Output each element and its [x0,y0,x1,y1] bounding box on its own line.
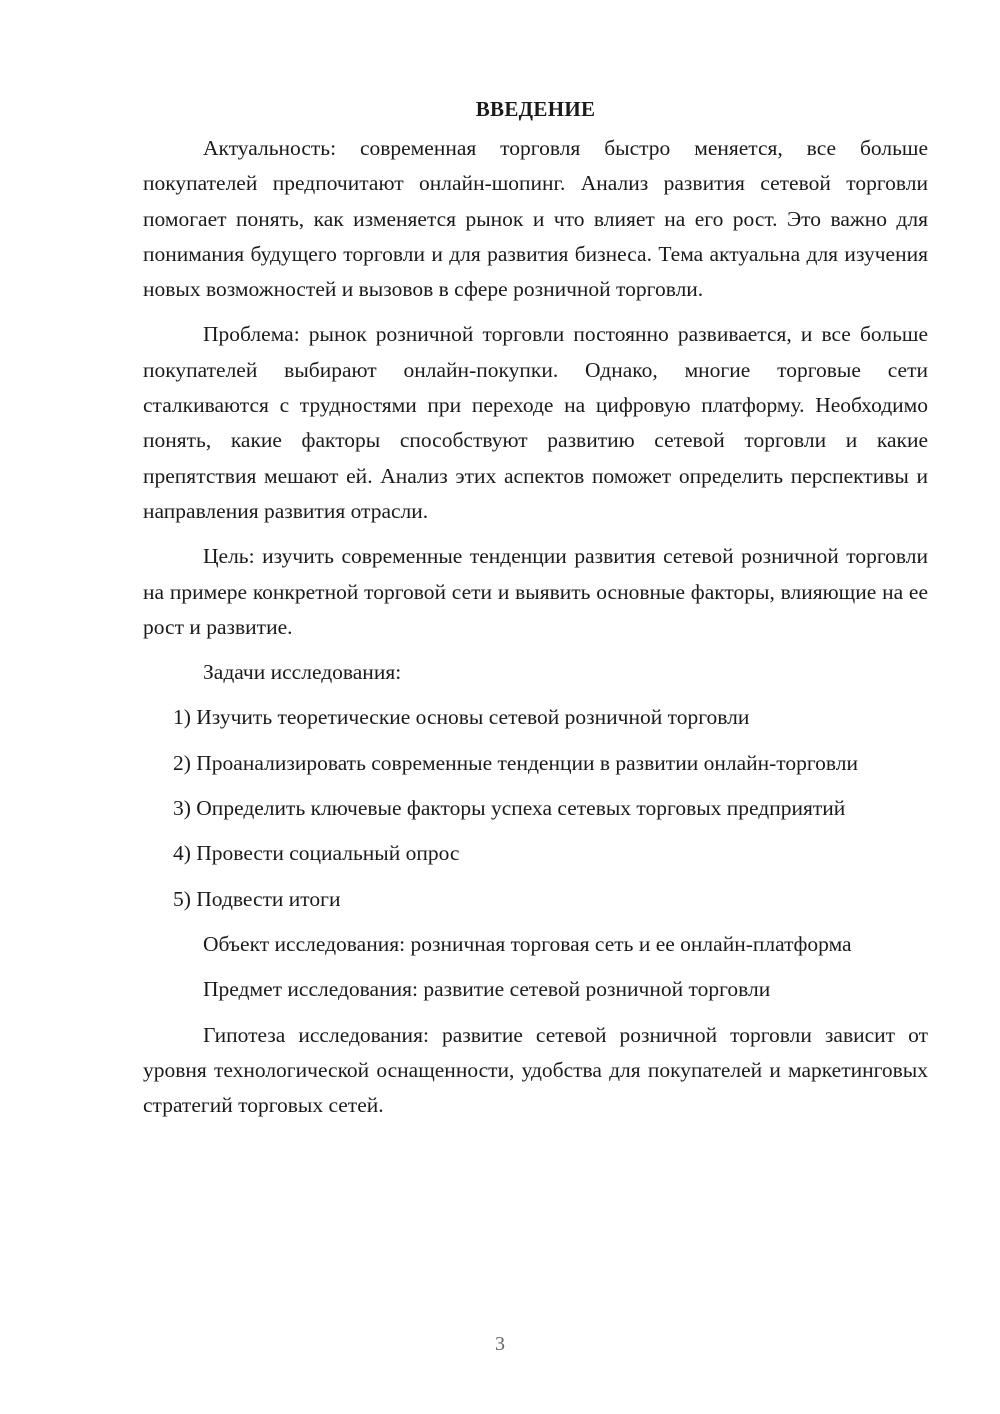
page-number: 3 [495,1333,505,1355]
document-page [143,92,928,1133]
list-item: 4) Провести социальный опрос [173,841,460,866]
list-item: 3) Определить ключевые факторы успеха сетевых торговых предприятий [173,796,846,821]
tasks-heading: Задачи исследования: [203,660,402,685]
list-item: 2) Проанализировать современные тенденции в развитии онлайн-торговли [173,750,859,775]
list-item: 5) Подвести итоги [173,886,341,911]
goal-paragraph: Цель: изучить современные тенденции развития сетевой розничной торговли на примере конкретной торговой сети и выявить основные факторы, влияющие на ее рост и развитие. [143,544,928,639]
hypothesis-paragraph: Гипотеза исследования: развитие сетевой розничной торговли зависит от уровня технологической оснащенности, удобства для покупателей и маркетинговых стратегий торговых сетей. [143,1022,928,1118]
object-paragraph: Объект исследования: розничная торговая сеть и ее онлайн-платформа [203,931,852,956]
page-title: ВВЕДЕНИЕ [475,97,596,121]
subject-paragraph: Предмет исследования: развитие сетевой розничной торговли [203,977,771,1002]
list-item: 1) Изучить теоретические основы сетевой розничной торговли [173,705,750,730]
relevance-paragraph: Актуальность: современная торговля быстро меняется, все больше покупателей предпочитают онлайн-шопинг. Анализ развития сетевой торговли помогает понять, как изменяется рынок и что влияет на его рост. Это важно для понимания будущего торговли и для развития бизнеса. Тема актуальна для изучения новых возможностей и вызовов в сфере розничной торговли. [143,136,928,302]
problem-paragraph: Проблема: рынок розничной торговли постоянно развивается, и все больше покупателей выбирают онлайн-покупки. Однако, многие торговые сети сталкиваются с трудностями при переходе на цифровую платформу. Необходимо понять, какие факторы способствуют развитию сетевой торговли и какие препятствия мешают ей. Анализ этих аспектов поможет определить перспективы и направления развития отрасли. [143,322,928,523]
tasks-list [143,700,928,916]
